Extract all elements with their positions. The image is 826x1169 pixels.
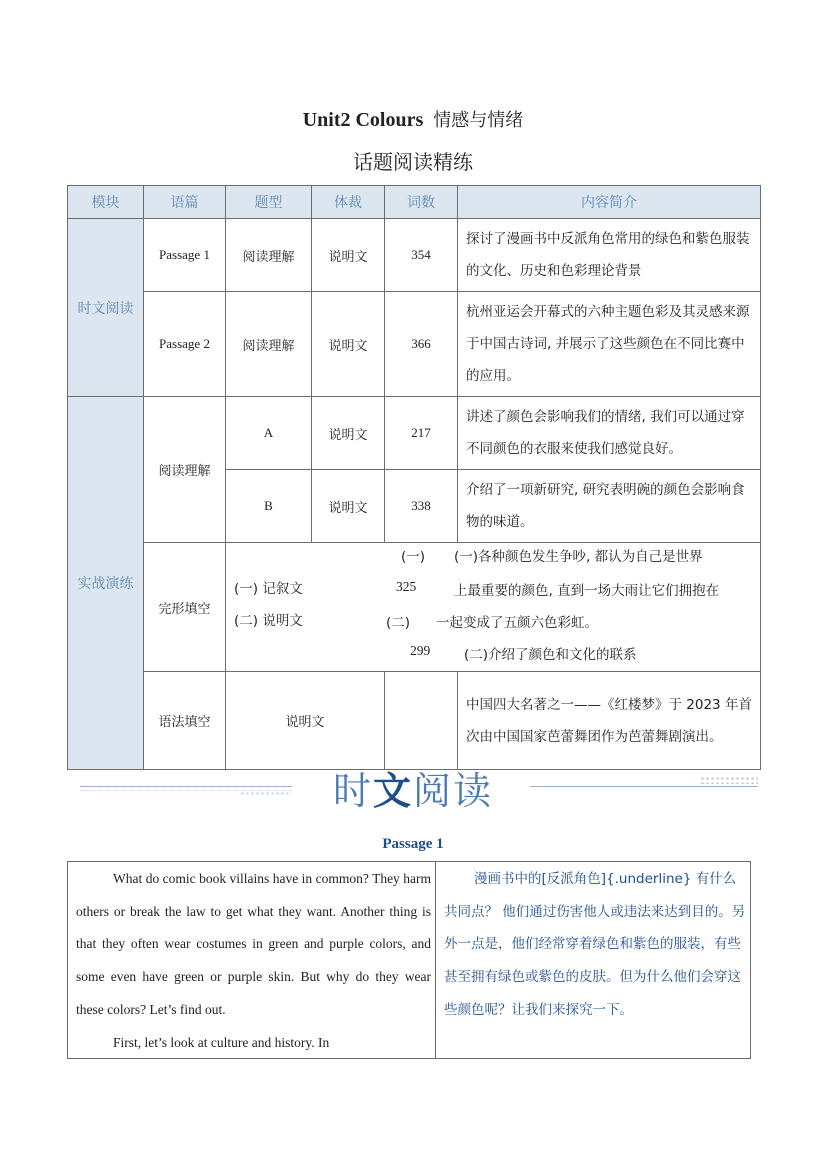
cloze-cell: 完形填空 xyxy=(144,543,226,672)
cloze-merged-cell xyxy=(226,543,761,672)
passage-cell: Passage 1 xyxy=(144,219,226,292)
grammar-cell: 语法填空 xyxy=(144,672,226,770)
word-count-cell: 217 xyxy=(385,397,458,470)
document-title xyxy=(0,106,826,135)
word-count-cell: 366 xyxy=(385,292,458,397)
title-english: Unit2 Colours xyxy=(302,109,424,131)
part-cell: B xyxy=(226,470,312,543)
cloze-fragment: 一起变成了五颜六色彩虹。 xyxy=(436,615,598,631)
cloze-content xyxy=(226,543,760,671)
table-row xyxy=(68,292,761,397)
cloze-fragment: (一) xyxy=(401,549,426,565)
cloze-fragment: (一)各种颜色发生争吵, 都认为自己是世界 xyxy=(454,549,703,565)
genre-cell: 说明文 xyxy=(312,292,385,397)
header-summary: 内容简介 xyxy=(458,186,761,219)
cloze-fragment: (二)介绍了颜色和文化的联系 xyxy=(464,647,637,663)
cloze-fragment: 325 xyxy=(396,579,417,594)
table-header-row xyxy=(68,186,761,219)
part-cell: A xyxy=(226,397,312,470)
document-subtitle: 话题阅读精练 xyxy=(353,150,473,174)
genre-cell: 说明文 xyxy=(226,672,385,770)
english-paragraph: What do comic book villains have in common? They harm others or break the law to get what they want. Another thing is that they often wear costumes in green and purple colors, and some even have green or purple skin. But why do they wear these colors? Let’s find out. xyxy=(76,871,431,1017)
passage-cell: Passage 2 xyxy=(144,292,226,397)
genre-cell: 说明文 xyxy=(312,219,385,292)
module-practice: 实战演练 xyxy=(68,397,144,770)
cloze-genre-2: (二) 说明文 xyxy=(234,613,303,629)
summary-cell: 讲述了颜色会影响我们的情绪, 我们可以通过穿不同颜色的衣服来使我们感觉良好。 xyxy=(458,397,761,470)
cloze-fragment: 299 xyxy=(410,643,431,658)
summary-cell: 介绍了一项新研究, 研究表明碗的颜色会影响食物的味道。 xyxy=(458,470,761,543)
summary-table xyxy=(67,185,761,770)
english-paragraph: First, let’s look at culture and history. In xyxy=(113,1034,330,1050)
table-row xyxy=(68,397,761,470)
cloze-genre-1: (一) 记叙文 xyxy=(234,581,303,597)
header-module: 模块 xyxy=(68,186,144,219)
summary-cell: 探讨了漫画书中反派角色常用的绿色和紫色服装的文化、历史和色彩理论背景 xyxy=(458,219,761,292)
summary-cell: 中国四大名著之一——《红楼梦》于 2023 年首次由中国国家芭蕾舞团作为芭蕾舞剧演出。 xyxy=(458,672,761,770)
word-count-cell: 354 xyxy=(385,219,458,292)
table-row xyxy=(68,219,761,292)
word-count-cell xyxy=(385,672,458,770)
heading-part: 时 xyxy=(332,769,373,813)
word-count-cell: 338 xyxy=(385,470,458,543)
header-question-type: 题型 xyxy=(226,186,312,219)
section-banner xyxy=(0,758,826,818)
passage-chinese-translation: 漫画书中的[反派角色]{.underline} 有什么共同点？ 他们通过伤害他人或违法来达到目的。另外一点是，他们经常穿着绿色和紫色的服装，有些甚至拥有绿色或紫色的皮肤。但为什么他们会穿这些颜色呢？让我们来探究一下。 xyxy=(444,871,746,1018)
passage-english-text xyxy=(76,863,431,1059)
reading-comprehension-cell: 阅读理解 xyxy=(144,397,226,543)
module-current-reading: 时文阅读 xyxy=(68,219,144,397)
passage-box xyxy=(67,861,751,1059)
heading-part-bold: 文 xyxy=(372,769,413,813)
header-genre: 体裁 xyxy=(312,186,385,219)
genre-cell: 说明文 xyxy=(312,470,385,543)
table-row xyxy=(68,672,761,770)
heading-part: 阅读 xyxy=(413,769,494,813)
type-cell: 阅读理解 xyxy=(226,219,312,292)
header-passage: 语篇 xyxy=(144,186,226,219)
section-heading xyxy=(0,760,826,815)
column-divider xyxy=(435,862,436,1058)
type-cell: 阅读理解 xyxy=(226,292,312,397)
header-word-count: 词数 xyxy=(385,186,458,219)
genre-cell: 说明文 xyxy=(312,397,385,470)
summary-cell: 杭州亚运会开幕式的六种主题色彩及其灵感来源于中国古诗词, 并展示了这些颜色在不同比赛中的应用。 xyxy=(458,292,761,397)
table-row xyxy=(68,543,761,672)
passage-title: Passage 1 xyxy=(382,836,444,852)
cloze-fragment: (二) xyxy=(386,615,411,631)
cloze-fragment: 上最重要的颜色, 直到一场大雨让它们拥抱在 xyxy=(454,583,720,599)
title-chinese: 情感与情绪 xyxy=(433,110,524,131)
